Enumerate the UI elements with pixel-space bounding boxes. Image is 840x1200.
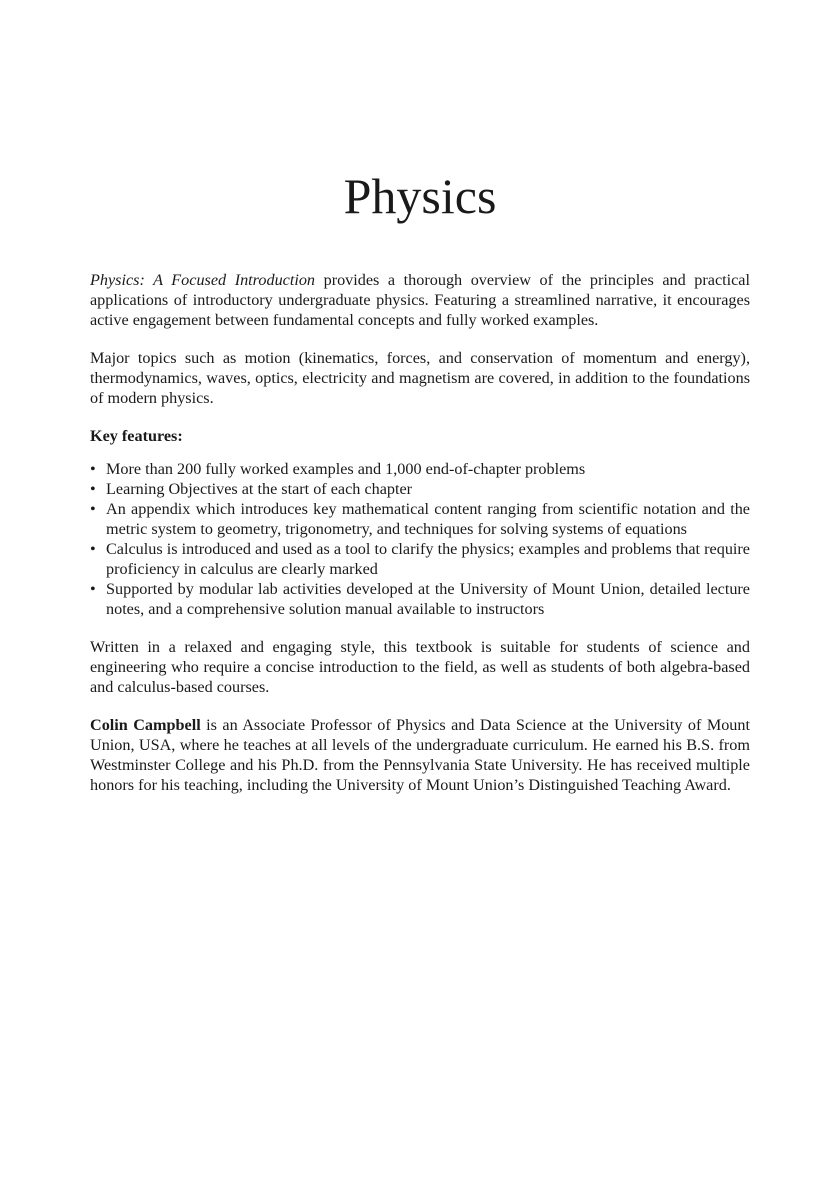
intro-text: provides a thorough overview of the principles and practical applications of introductory undergraduate physics. Featuring a streamlined narrative, it encourages active engagement between fundamental concepts and fully worked examples. bbox=[90, 271, 750, 329]
list-item bbox=[90, 479, 750, 499]
list-item bbox=[90, 499, 750, 539]
list-item bbox=[90, 539, 750, 579]
book-title: Physics: A Focused Introduction bbox=[90, 271, 316, 289]
list-item bbox=[90, 459, 750, 479]
author-bio: is an Associate Professor of Physics and Data Science at the University of Mount Union, USA, where he teaches at all levels of the undergraduate curriculum. He earned his B.S. from Westminster College and his Ph.D. from the Pennsylvania State University. He has received multiple honors for his teaching, including the University of Mount Union’s Distinguished Teaching Award. bbox=[90, 716, 750, 794]
bullet-icon: • bbox=[90, 580, 96, 598]
key-features-heading: Key features: bbox=[90, 427, 183, 445]
list-item-text: Learning Objectives at the start of each chapter bbox=[106, 480, 413, 498]
page-title: Physics bbox=[343, 168, 497, 224]
list-item-text: More than 200 fully worked examples and 1,000 end-of-chapter problems bbox=[106, 460, 586, 478]
style-paragraph: Written in a relaxed and engaging style, this textbook is suitable for students of science and engineering who require a concise introduction to the field, as well as students of both algebra-based and calculus-based courses. bbox=[90, 638, 750, 696]
intro-paragraph bbox=[90, 270, 750, 330]
bullet-icon: • bbox=[90, 480, 96, 498]
author-name: Colin Campbell bbox=[90, 716, 201, 734]
key-features-list bbox=[90, 459, 750, 619]
bullet-icon: • bbox=[90, 460, 96, 478]
list-item bbox=[90, 579, 750, 619]
author-paragraph bbox=[90, 715, 750, 795]
list-item-text: Calculus is introduced and used as a tool to clarify the physics; examples and problems that require proficiency in calculus are clearly marked bbox=[106, 540, 750, 578]
list-item-text: Supported by modular lab activities developed at the University of Mount Union, detailed lecture notes, and a comprehensive solution manual available to instructors bbox=[106, 580, 750, 618]
bullet-icon: • bbox=[90, 500, 96, 518]
bullet-icon: • bbox=[90, 540, 96, 558]
list-item-text: An appendix which introduces key mathematical content ranging from scientific notation and the metric system to geometry, trigonometry, and techniques for solving systems of equations bbox=[106, 500, 750, 538]
topics-paragraph: Major topics such as motion (kinematics, forces, and conservation of momentum and energy), thermodynamics, waves, optics, electricity and magnetism are covered, in addition to the foundations of modern physics. bbox=[90, 349, 750, 407]
body-text bbox=[90, 270, 750, 813]
